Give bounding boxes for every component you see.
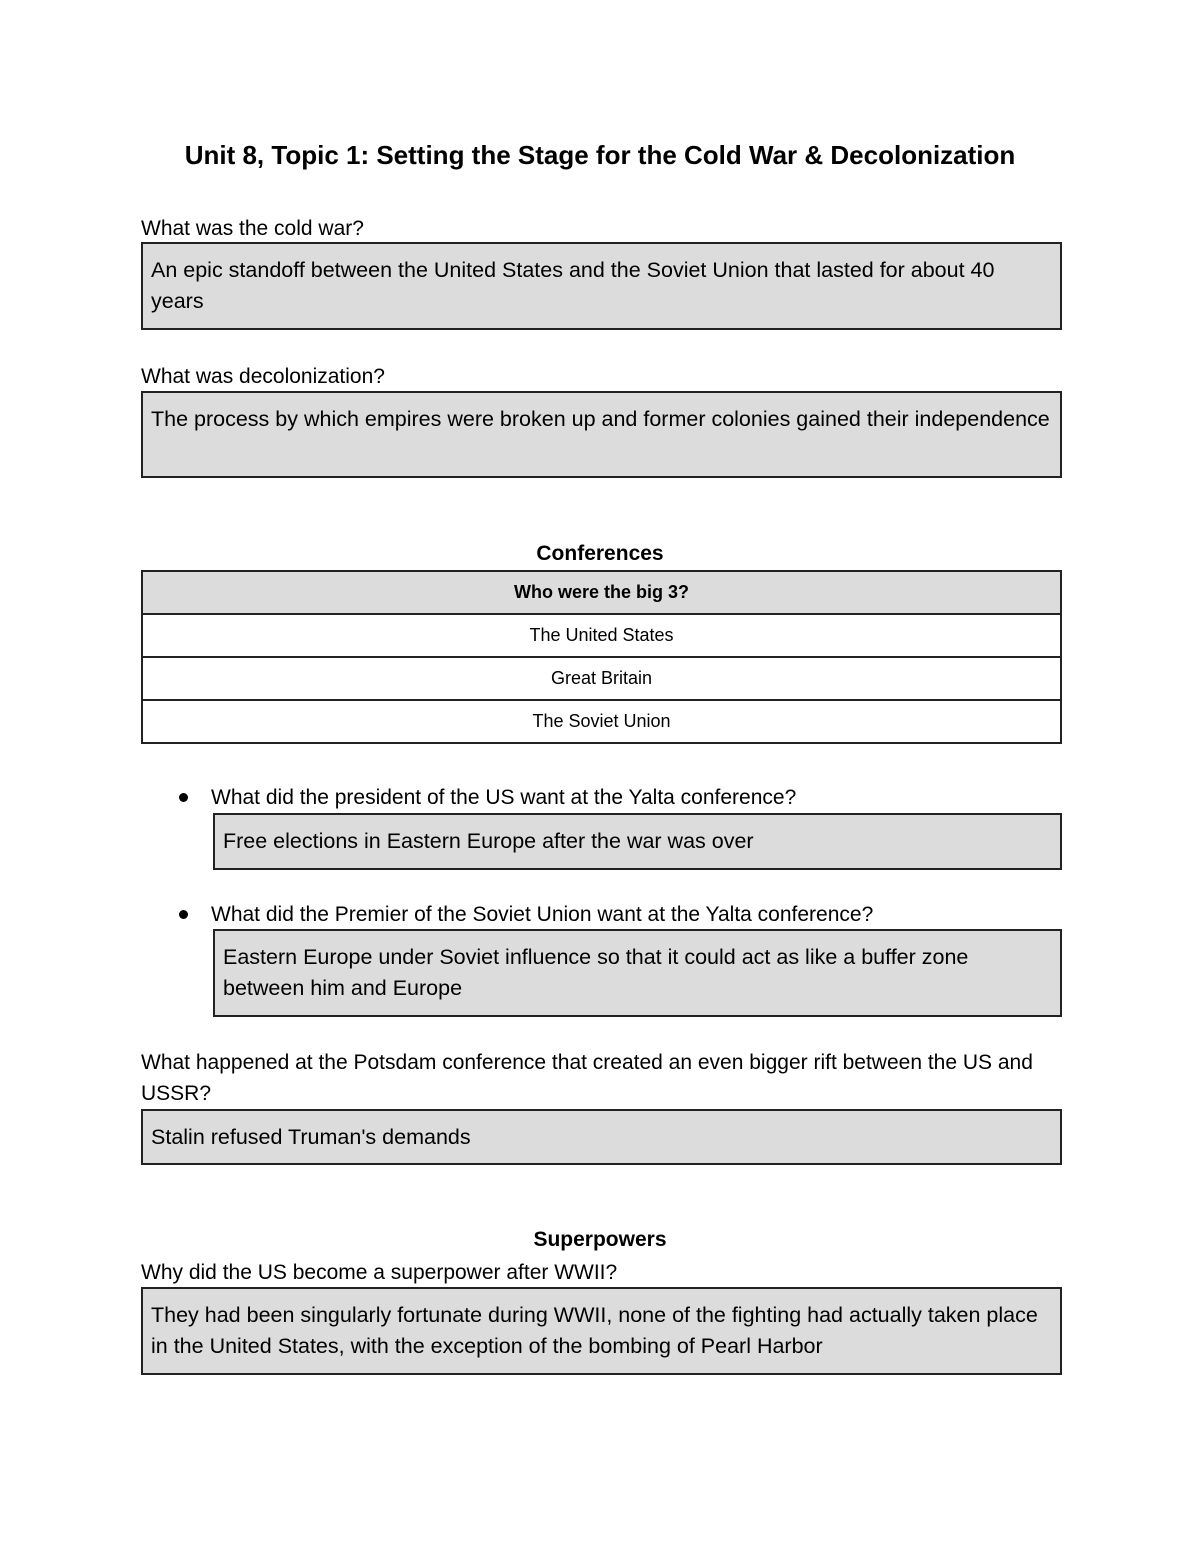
answer-potsdam[interactable]: Stalin refused Truman's demands xyxy=(141,1109,1062,1165)
answer-superpower[interactable]: They had been singularly fortunate during WWII, none of the fighting had actually taken place in the United States, with the exception of the bombing of Pearl Harbor xyxy=(141,1287,1062,1375)
section-heading-superpowers: Superpowers xyxy=(533,1228,667,1251)
table-row[interactable]: Great Britain xyxy=(142,657,1061,700)
question-potsdam: What happened at the Potsdam conference that created an even bigger rift between the US and USSR? xyxy=(141,1051,1033,1105)
big-three-table xyxy=(141,570,1062,744)
question-cold-war: What was the cold war? xyxy=(141,217,364,240)
section-heading-conferences: Conferences xyxy=(536,542,664,565)
bullet-icon xyxy=(179,910,188,919)
question-us-yalta: What did the president of the US want at the Yalta conference? xyxy=(211,786,797,809)
table-row[interactable]: The United States xyxy=(142,614,1061,657)
question-superpower: Why did the US become a superpower after WWII? xyxy=(141,1261,618,1284)
table-row[interactable]: The Soviet Union xyxy=(142,700,1061,743)
page-title: Unit 8, Topic 1: Setting the Stage for the Cold War & Decolonization xyxy=(184,140,1016,170)
question-soviet-yalta: What did the Premier of the Soviet Union want at the Yalta conference? xyxy=(211,903,874,926)
answer-cold-war[interactable]: An epic standoff between the United States and the Soviet Union that lasted for about 40 years xyxy=(141,242,1062,330)
question-decolonization: What was decolonization? xyxy=(141,365,385,388)
table-header: Who were the big 3? xyxy=(142,571,1061,614)
answer-decolonization[interactable]: The process by which empires were broken up and former colonies gained their independence xyxy=(141,391,1062,478)
answer-soviet-yalta[interactable]: Eastern Europe under Soviet influence so that it could act as like a buffer zone between him and Europe xyxy=(213,929,1062,1017)
bullet-icon xyxy=(179,793,188,802)
answer-us-yalta[interactable]: Free elections in Eastern Europe after the war was over xyxy=(213,813,1062,870)
